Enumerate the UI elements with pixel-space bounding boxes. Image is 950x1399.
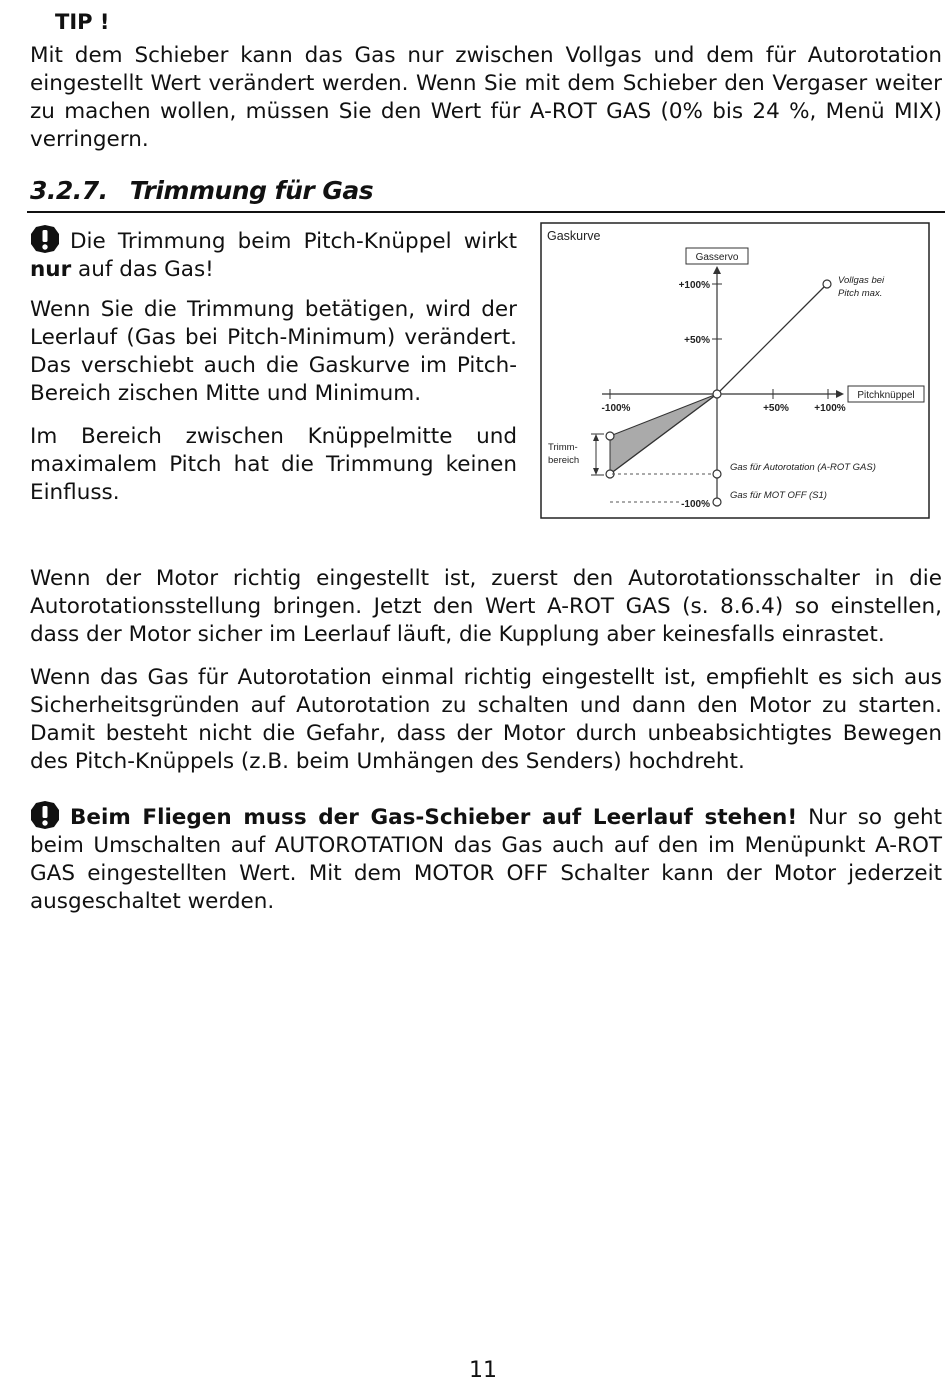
- paragraph-sicherheit: Wenn das Gas für Autorotation einmal richtig eingestellt ist, empfiehlt es sich aus Sicherheitsgründen auf Autorotation zu schalten und dann den Motor zu starten. Damit besteht nicht die Gefahr, dass der Motor durch unbeabsichtigtes Bewegen des Pitch-Knüppels (z.B. beim Umhängen des Senders) hochdreht.: [30, 665, 942, 774]
- label-arot: Gas für Autorotation (A-ROT GAS): [730, 462, 876, 473]
- notice-fliegen: [30, 800, 942, 916]
- point-motoff: [713, 498, 721, 506]
- tick-x-100-label: +100%: [814, 403, 846, 414]
- point-arot: [713, 470, 721, 478]
- tick-x-50-label: +50%: [763, 403, 789, 414]
- paragraph-trimmung: Wenn Sie die Trimmung betätigen, wird der Leerlauf (Gas bei Pitch-Minimum) verändert. Das verschiebt auch die Gaskurve im Pitch-Bereich zischen Mitte und Minimum.: [30, 297, 517, 406]
- tip-heading: TIP !: [55, 10, 110, 34]
- trim-label-2: bereich: [548, 455, 580, 466]
- tick-x-m100-label: -100%: [601, 403, 631, 414]
- notice2-bold: Beim Fliegen muss der Gas-Schieber auf Leerlauf stehen!: [70, 805, 798, 830]
- label-motoff: Gas für MOT OFF (S1): [730, 490, 827, 501]
- tick-y-50-label: +50%: [684, 335, 710, 346]
- section-number: 3.2.7.: [30, 176, 108, 205]
- notice1-text-a: Die Trimmung beim Pitch-Knüppel wirkt: [70, 229, 517, 254]
- section-heading: [30, 176, 373, 205]
- paragraph-bereich: Im Bereich zwischen Knüppelmitte und maximalem Pitch hat die Trimmung keinen Einfluss.: [30, 424, 517, 505]
- label-vollgas-1: Vollgas bei: [838, 275, 885, 286]
- section-rule: [27, 211, 945, 213]
- point-center: [713, 390, 721, 398]
- notice-trimmung: [30, 224, 517, 284]
- notice1-text-b: auf das Gas!: [71, 257, 214, 282]
- section-title: Trimmung für Gas: [129, 176, 374, 205]
- gaskurve-figure: [540, 222, 930, 519]
- notice1-bold: nur: [30, 257, 72, 282]
- exclamation-icon: [30, 800, 60, 830]
- figure-frame: [541, 223, 929, 518]
- figure-title: Gaskurve: [547, 229, 601, 243]
- label-vollgas-2: Pitch max.: [838, 288, 883, 299]
- x-axis-label: Pitchknüppel: [857, 390, 915, 401]
- page-number: 11: [469, 1358, 497, 1383]
- trim-label-1: Trimm-: [548, 442, 578, 453]
- tick-y-m100-label: -100%: [681, 499, 710, 510]
- y-axis-label: Gasservo: [695, 252, 739, 263]
- paragraph-motor-einstellen: Wenn der Motor richtig eingestellt ist, zuerst den Autorotationsschalter in die Autorotationsstellung bringen. Jetzt den Wert A-ROT GAS (s. 8.6.4) so einstellen, dass der Motor sicher im Leerlauf läuft, die Kupplung aber keinesfalls einrastet.: [30, 566, 942, 647]
- exclamation-icon: [30, 224, 60, 254]
- tip-text: Mit dem Schieber kann das Gas nur zwischen Vollgas und dem für Autorotation eingestellt Wert verändert werden. Wenn Sie mit dem Schieber den Vergaser weiter zu machen wollen, müssen Sie den Wert für A-ROT GAS (0% bis 24 %, Menü MIX) verringern.: [30, 43, 942, 152]
- notice2-text: Nur so geht beim Umschalten auf AUTOROTATION das Gas auch auf den im Menüpunkt A-ROT GAS eingestellten Wert. Mit dem MOTOR OFF Schalter kann der Motor jederzeit ausgeschaltet werden.: [30, 805, 942, 914]
- tick-y-100-label: +100%: [678, 280, 710, 291]
- point-trim-top: [606, 432, 614, 440]
- point-vollgas: [823, 280, 831, 288]
